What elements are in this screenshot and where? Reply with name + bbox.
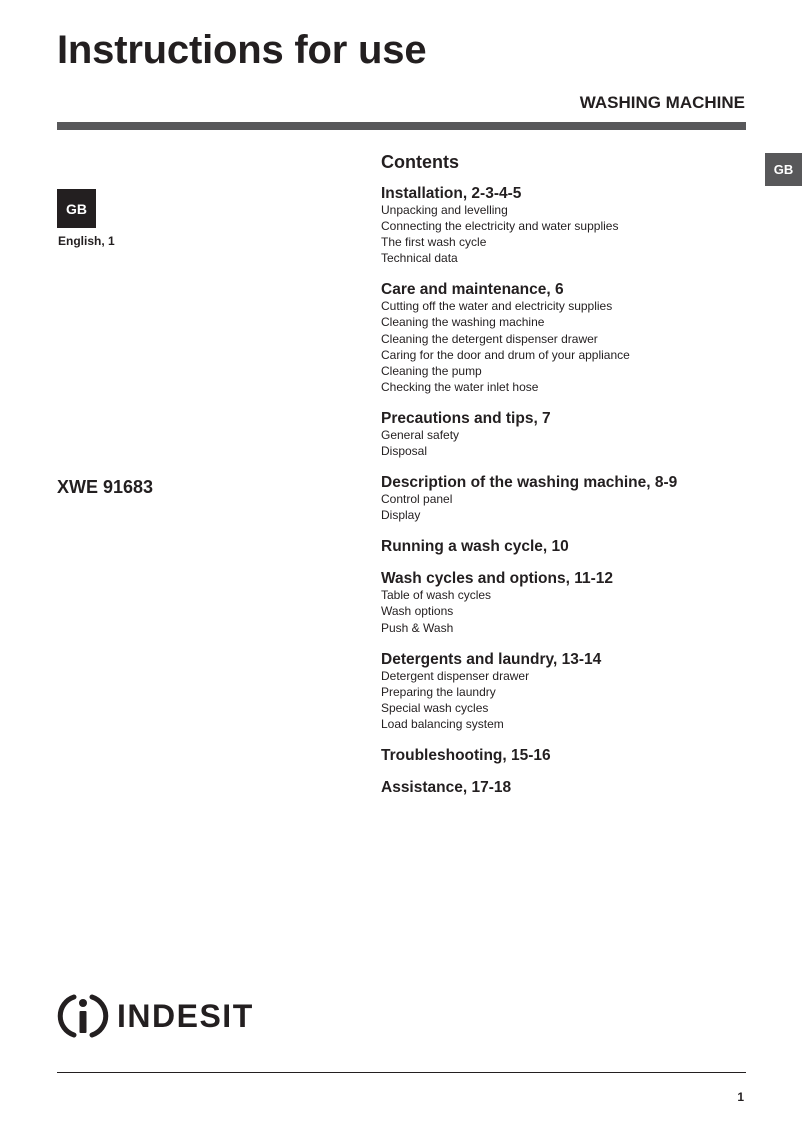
model-number: XWE 91683	[57, 477, 154, 497]
contents-heading: Contents	[381, 152, 459, 172]
section-item: Cleaning the pump	[381, 363, 482, 378]
section-item: General safety	[381, 427, 460, 442]
section-title: Troubleshooting, 15-16	[381, 746, 551, 764]
product-type: WASHING MACHINE	[579, 93, 745, 112]
section-title: Installation, 2-3-4-5	[381, 185, 522, 202]
section-item: Technical data	[381, 251, 458, 266]
section-item: Cleaning the washing machine	[381, 315, 545, 330]
indesit-logo-icon	[57, 990, 109, 1042]
section-title: Wash cycles and options, 11-12	[381, 570, 614, 588]
section-title: Assistance, 17-18	[381, 778, 512, 796]
section-item: Special wash cycles	[381, 700, 489, 715]
section-title: Detergents and laundry, 13-14	[381, 650, 602, 668]
table-of-contents	[381, 151, 751, 811]
contents-section	[381, 570, 751, 635]
brand-logo	[57, 990, 254, 1042]
contents-section	[381, 281, 751, 395]
section-title: Running a wash cycle, 10	[381, 538, 569, 556]
section-item: Load balancing system	[381, 716, 504, 731]
contents-sections	[381, 185, 751, 796]
contents-section	[381, 474, 751, 523]
page-number: 1	[737, 1090, 744, 1104]
contents-section	[381, 747, 751, 764]
brand-wordmark: INDESIT	[117, 997, 254, 1034]
section-item: Table of wash cycles	[381, 588, 492, 603]
header-divider	[57, 122, 746, 130]
section-item: The first wash cycle	[381, 235, 487, 250]
section-title: Description of the washing machine, 8-9	[381, 474, 678, 492]
section-item: Connecting the electricity and water supplies	[381, 219, 619, 234]
footer-divider	[57, 1072, 746, 1073]
language-side-tab: GB	[765, 153, 802, 186]
section-item: Preparing the laundry	[381, 684, 496, 699]
contents-section	[381, 651, 751, 732]
contents-section	[381, 410, 751, 459]
section-item: Detergent dispenser drawer	[381, 668, 530, 683]
section-item: Caring for the door and drum of your appliance	[381, 347, 630, 362]
page-title: Instructions for use	[57, 28, 427, 72]
contents-section	[381, 779, 751, 796]
section-item: Cutting off the water and electricity supplies	[381, 299, 613, 314]
section-item: Wash options	[381, 604, 454, 619]
contents-section	[381, 538, 751, 555]
section-item: Unpacking and levelling	[381, 203, 508, 217]
section-item: Display	[381, 508, 421, 523]
section-title: Precautions and tips, 7	[381, 409, 551, 427]
contents-section	[381, 185, 751, 266]
section-item: Control panel	[381, 492, 453, 507]
section-title: Care and maintenance, 6	[381, 281, 564, 299]
section-item: Checking the water inlet hose	[381, 379, 539, 394]
section-item: Push & Wash	[381, 620, 454, 635]
language-code-badge: GB	[57, 189, 96, 228]
language-label: English, 1	[58, 234, 115, 248]
section-item: Disposal	[381, 444, 428, 459]
section-item: Cleaning the detergent dispenser drawer	[381, 331, 598, 346]
